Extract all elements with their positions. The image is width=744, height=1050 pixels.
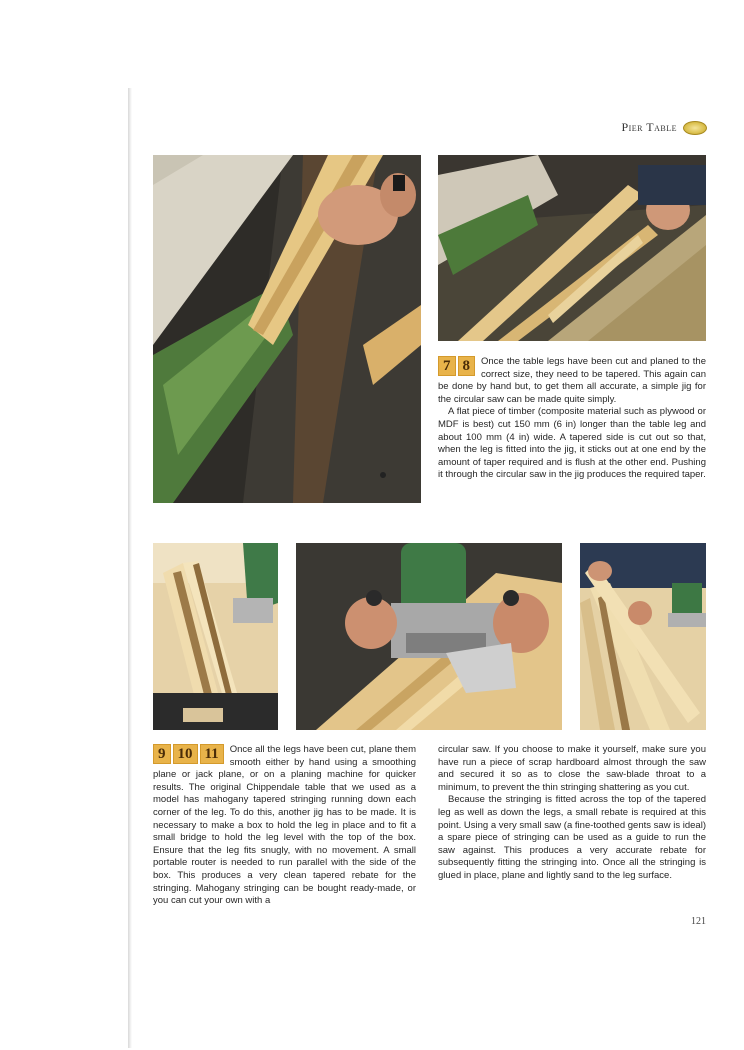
steps-7-8-text: [438, 356, 706, 482]
ornament-icon: [683, 121, 707, 135]
steps-9-11-paragraph-2: circular saw. If you choose to make it yourself, make sure you have run a piece of scrap hardboard almost through the saw and secured it so as to close the saw-blade throat to a minimum, to prevent the thin stringing shattering as you cut.: [438, 744, 706, 793]
steps-9-11-column-1: [153, 744, 416, 908]
steps-9-11-badges: [153, 744, 226, 764]
steps-7-8-paragraph-2: A flat piece of timber (composite material such as plywood or MDF is best) cut 150 mm (6 in) longer than the table leg and about 100 mm (4 in) wide. A tapered side is cut out so that, when the leg is fitted into the jig, it sticks out at one end by the amount of taper required and is flush at the other end. Pushing it through the circular saw in the jig produces the required taper.: [438, 406, 706, 481]
photo-step-9: [153, 543, 278, 730]
step-badge-11: 11: [200, 744, 224, 764]
header-title: Pier Table: [621, 120, 677, 134]
running-header: [621, 120, 707, 135]
page-number: 121: [691, 916, 706, 927]
steps-7-8-paragraph-1: Once the table legs have been cut and planed to the correct size, they need to be tapered. This again can be done by hand but, to get them all accurate, a simple jig for the circular saw can be made quite simply.: [438, 356, 706, 405]
photo-step-10: [296, 543, 562, 730]
step-badge-7: 7: [438, 356, 456, 376]
steps-9-11-paragraph-1: Once all the legs have been cut, plane them smooth either by hand using a smoothing plane or jack plane, or on a planing machine for quicker results. The original Chippendale table that we used as a model has mahogany tapered stringing running down each corner of the leg. To do this, another jig has to be made. It is necessary to make a box to hold the leg in place and to fit a small bridge to hold the leg level with the top of the box. Ensure that the leg fits snugly, with no movement. A small portable router is needed to run parallel with the side of the box. This produces a very clean tapered rebate for the stringing. Mahogany stringing can be bought ready-made, or you can cut your own with a: [153, 744, 416, 907]
page-gutter: [128, 88, 132, 1048]
step-badge-9: 9: [153, 744, 171, 764]
step-badge-8: 8: [458, 356, 476, 376]
photo-step-8: [438, 155, 706, 341]
steps-9-11-paragraph-3: Because the stringing is fitted across the top of the tapered leg as well as down the legs, a small rebate is required at this point. Using a very small saw (a fine-toothed gents saw is ideal) a spare piece of stringing can be used as a guide to run the saw against. This produces a very accurate rebate for subsequently fitting the stringing into. Once all the stringing is glued in place, plane and lightly sand to the leg surface.: [438, 794, 706, 881]
photo-step-7: [153, 155, 421, 503]
steps-9-11-column-2: [438, 744, 706, 883]
step-badge-10: 10: [173, 744, 198, 764]
photo-step-11: [580, 543, 706, 730]
steps-7-8-badges: [438, 356, 477, 376]
